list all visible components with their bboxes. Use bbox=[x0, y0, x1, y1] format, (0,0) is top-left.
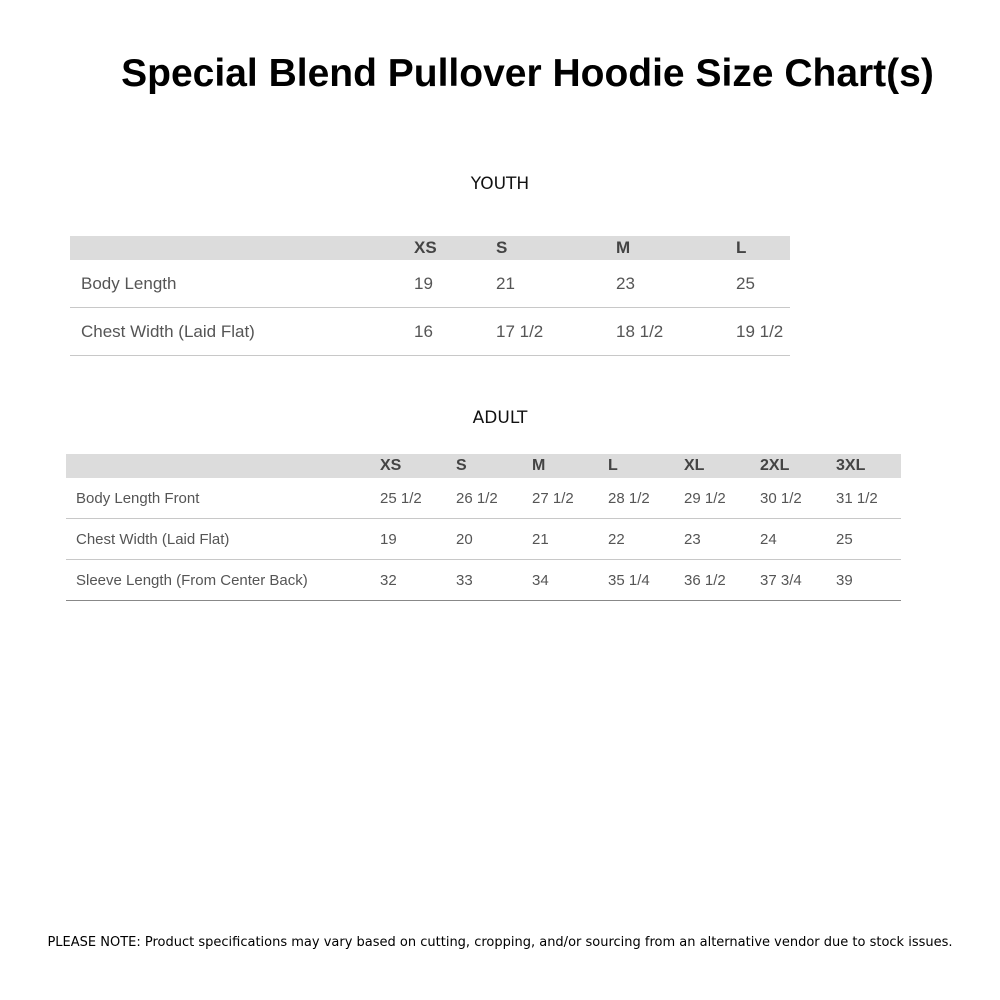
page-title: Special Blend Pullover Hoodie Size Chart(s) bbox=[121, 52, 934, 95]
measurement-value: 19 1/2 bbox=[736, 308, 790, 356]
measurement-label: Body Length Front bbox=[66, 478, 380, 519]
youth-section-label: YOUTH bbox=[470, 174, 530, 194]
measurement-value: 36 1/2 bbox=[684, 560, 760, 601]
size-header: M bbox=[532, 454, 608, 478]
measurement-value: 23 bbox=[684, 519, 760, 560]
measurement-value: 24 bbox=[760, 519, 836, 560]
size-header: 3XL bbox=[836, 454, 901, 478]
header-blank-cell bbox=[70, 236, 414, 260]
measurement-value: 31 1/2 bbox=[836, 478, 901, 519]
table-row bbox=[66, 478, 901, 519]
measurement-value: 32 bbox=[380, 560, 456, 601]
measurement-value: 25 bbox=[736, 260, 790, 308]
measurement-value: 29 1/2 bbox=[684, 478, 760, 519]
size-header: L bbox=[736, 236, 790, 260]
measurement-value: 35 1/4 bbox=[608, 560, 684, 601]
disclaimer-note: PLEASE NOTE: Product specifications may vary based on cutting, cropping, and/or sourcing from an alternative vendor due to stock issues. bbox=[47, 935, 953, 950]
size-header: XS bbox=[380, 454, 456, 478]
measurement-value: 27 1/2 bbox=[532, 478, 608, 519]
measurement-value: 23 bbox=[616, 260, 736, 308]
header-blank-cell bbox=[66, 454, 380, 478]
size-header: S bbox=[496, 236, 616, 260]
measurement-value: 18 1/2 bbox=[616, 308, 736, 356]
measurement-value: 30 1/2 bbox=[760, 478, 836, 519]
measurement-value: 16 bbox=[414, 308, 496, 356]
measurement-value: 25 1/2 bbox=[380, 478, 456, 519]
measurement-value: 19 bbox=[414, 260, 496, 308]
size-header: 2XL bbox=[760, 454, 836, 478]
measurement-value: 19 bbox=[380, 519, 456, 560]
size-header: L bbox=[608, 454, 684, 478]
measurement-value: 33 bbox=[456, 560, 532, 601]
measurement-label: Chest Width (Laid Flat) bbox=[70, 308, 414, 356]
measurement-value: 26 1/2 bbox=[456, 478, 532, 519]
measurement-value: 28 1/2 bbox=[608, 478, 684, 519]
measurement-label: Sleeve Length (From Center Back) bbox=[66, 560, 380, 601]
table-header-row bbox=[70, 236, 790, 260]
measurement-label: Chest Width (Laid Flat) bbox=[66, 519, 380, 560]
youth-size-table bbox=[70, 236, 790, 356]
adult-size-table bbox=[66, 454, 901, 601]
measurement-value: 17 1/2 bbox=[496, 308, 616, 356]
table-row bbox=[70, 260, 790, 308]
measurement-value: 21 bbox=[496, 260, 616, 308]
measurement-label: Body Length bbox=[70, 260, 414, 308]
measurement-value: 25 bbox=[836, 519, 901, 560]
size-header: S bbox=[456, 454, 532, 478]
measurement-value: 21 bbox=[532, 519, 608, 560]
size-header: XL bbox=[684, 454, 760, 478]
size-header: M bbox=[616, 236, 736, 260]
table-header-row bbox=[66, 454, 901, 478]
measurement-value: 22 bbox=[608, 519, 684, 560]
table-row bbox=[66, 560, 901, 601]
measurement-value: 34 bbox=[532, 560, 608, 601]
size-header: XS bbox=[414, 236, 496, 260]
adult-section-label: ADULT bbox=[472, 408, 528, 428]
table-row bbox=[66, 519, 901, 560]
table-row bbox=[70, 308, 790, 356]
measurement-value: 37 3/4 bbox=[760, 560, 836, 601]
measurement-value: 20 bbox=[456, 519, 532, 560]
measurement-value: 39 bbox=[836, 560, 901, 601]
